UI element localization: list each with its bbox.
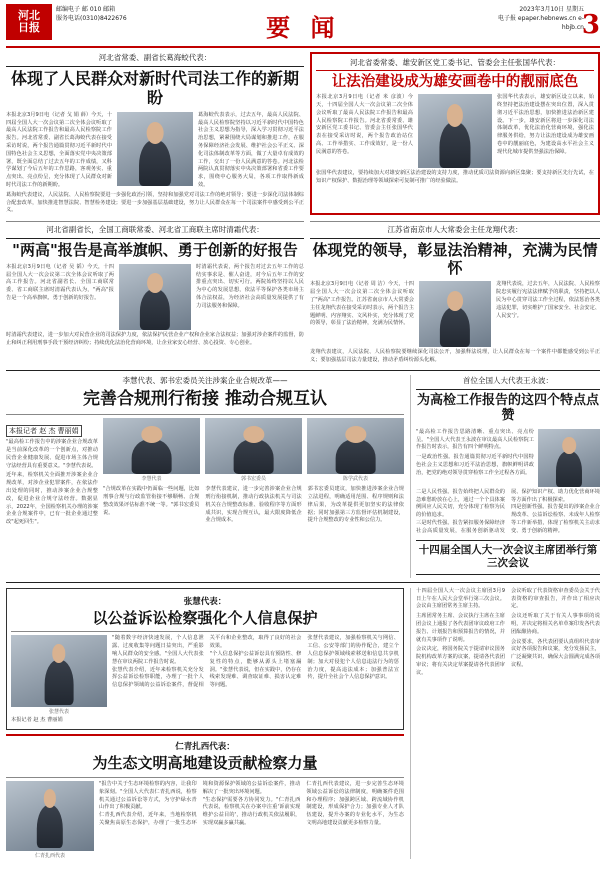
- article-lower-left: [6, 588, 404, 859]
- headline-sub-right: 体现党的领导，彰显法治精神，充满为民情怀: [312, 241, 598, 277]
- byline-lower-left: 本报记者 赵 杰 曹丽娟: [11, 717, 63, 724]
- lead-band-right: "最高检工作报告思路清晰、重点突出、亮点纷呈。"全国人大代表王永波在审议最高人民检察院工作报告时表示，报告有四个鲜明特点。: [416, 428, 534, 451]
- masthead-contact-line-1: 邮编电子 邮 010 邮箱: [56, 6, 116, 13]
- portrait-photo: [11, 635, 107, 707]
- second-section: [6, 219, 600, 365]
- lead-top-right: 本报北京3月9日电（记者 米 彦波）今天，十四届全国人大一次会议第二次全体会议听取了最高人民法院工作报告和最高人民检察院工作报告。河北省委常委、雄安新区党工委书记、管委会主任张国华代表在接受采访时说，两个报告政治站位高、工作举措实、工作成效好，是一份人民满意的答卷。: [316, 94, 413, 155]
- headline-sub-left: "两高"报告是高举旗帜、勇于创新的好报告: [12, 241, 298, 260]
- lower-section: [6, 588, 600, 859]
- lead-top-left: 本报北京3月9日电（记者 戈 娟 薛）今天，十四届全国人大一次会议第二次全体会议听取了最高人民法院工作报告和最高人民检察院工作报告。河北省常委、副省长葛海蛟代表在接受采访时说，两个报告通篇贯彻习近平新时代中国特色社会主义思想，全面落实党中央决策部署，既全面总结了过去五年的工作成绩，又科学谋划了今后五年的工作思路，客观务实、重点突出、亮点纷呈，充分体现了人民群众对新时代司法工作的新期盼。: [6, 111, 112, 188]
- portrait-photo: [117, 112, 193, 186]
- body4-lower-left: 张慧代表建议，加强检察机关与网信、工信、公安等部门的协作配合，建立个人信息保护领域线索移送和信息共享机制；加大对侵犯个人信息违法行为的惩治力度，提高违法成本；加强普法宣传，提升全社会个人信息保护意识。: [307, 635, 399, 681]
- body-band-right: 一是政治性强。报告通篇贯彻习近平新时代中国特色社会主义思想和习近平法治思想，旗帜鲜明讲政治，把党的绝对领导贯穿检察工作全过程各方面。: [416, 454, 534, 476]
- session-body-1: 十四届全国人大一次会议主席团3月9日上午在人民大会堂举行第三次会议。会议由主席团常务主席主持。: [416, 587, 505, 610]
- body3-lower-left: "个人信息保护公益诉讼具有预防性、修复性的特点，能够从源头上堵塞漏洞。"张慧代表说，但在实践中，仍存在线索发现难、调查取证难、损害认定难等问题。: [209, 651, 302, 689]
- article-sub-right: [310, 219, 600, 365]
- photo-caption: 李慧代表: [141, 476, 162, 483]
- body-sub-left: 时清霜代表说，两个报告对过去五年工作的总结实事求是、催人奋进，对今后五年工作的安排重点突出、切实可行。两院始终坚持以人民为中心的发展思想，依法平等保护各类市场主体合法权益，为经济社会高质量发展提供了有力司法服务和保障。: [196, 263, 304, 309]
- headline-band-left: 完善合规刑行衔接 推动合规互认: [83, 389, 327, 410]
- body2-sub-left: 时清霜代表建议，进一步加大对民营企业的司法保护力度，依法保护民营企业产权和企业家合法权益；加强对涉企案件的监督，防止和纠正利用刑事手段干预经济纠纷；持续优化法治化营商环境，让企业家安心经营、放心投资、专心创业。: [6, 331, 304, 346]
- body-top-left: 葛海蛟代表表示，过去五年，最高人民法院、最高人民检察院坚持以习近平新时代中国特色社会主义思想为指导，深入学习贯彻习近平法治思想，紧紧围绕大局谋划和推进工作，在服务保障经济社会发展、维护社会公平正义、深化司法体制改革等方面，做了大量卓有成效的工作，交出了一份人民满意的答卷。河北法检两院认真贯彻落实中央决策部署和省委工作要求，围绕中心服务大局，各项工作取得新成效。: [198, 111, 304, 188]
- masthead-contact: [56, 4, 127, 23]
- session-body-4: 会议听取了代表资格审查委员会关于代表资格的审查报告，并作出了相应决定。: [511, 587, 600, 610]
- body3-band-right: 三是时代性强。报告紧扣服务保障经济社会高质量发展，在服务创新驱动发展、保护知识产权、助力优化营商环境等方面作出了积极探索。: [416, 488, 600, 534]
- article-band-left: [6, 375, 404, 578]
- masthead-contact-line-2: 服务电话(0310)8422676: [56, 14, 127, 22]
- lead-sub-right: 本报北京3月9日电（记者 周 洁）今天，十四届全国人大一次会议第二次全体会议听取了"两高"工作报告。江苏省南京市人大常委会主任龙翔代表在接受采访时表示，两个报告主题鲜明、内容翔实、文风朴实，充分体现了党的领导，彰显了法治精神，充满为民情怀。: [310, 281, 414, 327]
- top-section: [6, 52, 600, 215]
- photo-caption: 陈学武代表: [342, 476, 368, 483]
- byline-tag: 本报记者 赵 杰 曹丽娟: [6, 425, 82, 437]
- portrait-photo: [103, 418, 200, 474]
- portrait-photo: [119, 264, 191, 330]
- body3-lower-left-2: "生态保护需要各方协同发力。"仁青扎西代表说，检察机关在办案中注重'诉前实现维护公益目的'，推动行政机关依法履职，实现双赢多赢共赢。: [202, 796, 301, 826]
- page-title: 要 闻: [266, 13, 341, 42]
- kicker-sub-right: 江苏省南京市人大常委会主任龙翔代表：: [387, 225, 523, 235]
- headline-lower-left: 以公益诉讼检察强化个人信息保护: [92, 608, 318, 627]
- lead-band-left: "最高检工作报告中的涉案企业合规改革是当前深化改革的一个创新点，对推动民营企业健康发展、促进市场主体合规守法经营具有重要意义。"李慧代表说。: [6, 439, 98, 469]
- website-line: 电子报 epaper.hebnews.cn e-hbjb.cn: [497, 15, 584, 31]
- body4-lower-left-2: 仁青扎西代表建议，进一步完善生态环境领域公益诉讼的法律制度，明确案件范围和办理程序；加强跨区域、跨流域协作机制建设，形成保护合力；加强专业人才队伍建设，提升办案的专业化水平，为生态文明高地建设贡献更多检察力量。: [306, 780, 404, 826]
- article-lower-right: [410, 588, 600, 859]
- article-band-right: [410, 375, 600, 578]
- masthead: [6, 4, 600, 48]
- masthead-meta: [480, 4, 600, 40]
- body2-lower-left: 张慧代表介绍，近年来检察机关充分发挥公益诉讼检察职能，办理了一批个人信息保护领域的公益诉讼案件，督促相关平台和企业整改，取得了良好的社会效果。: [112, 635, 302, 689]
- session-body-5: 会议还听取了关于有关人事事项的说明，并决定将相关名单草案印发各代表团酝酿协商。: [511, 613, 600, 635]
- body3-band-left: 李慧代表建议，进一步完善涉案企业合规刑行衔接机制，推动行政执法机关与司法机关在合规整改标准、验收程序等方面形成共识，实现合规互认，最大限度降低企业合规成本。: [205, 486, 302, 524]
- body-band-left: 近年来，检察机关全面推开涉案企业合规改革，对涉企业犯罪案件，在依法作出处理的同时，推动涉案企业合规整改，促进企业合规守法经营。数据显示，2022年，全国检察机关办理的涉案企业合规案件中，已有一批企业通过整改"起死回生"。: [6, 472, 98, 526]
- mid-band: [6, 370, 600, 583]
- portrait-photo: [6, 781, 94, 851]
- newspaper-logo: 河北 日报: [6, 4, 52, 40]
- session-body-2: 主席团常务主席、会议执行主席在主席团会议上通报了各代表团审议政府工作报告、计划报告和预算报告的情况，并就有关事项作了说明。: [416, 613, 505, 643]
- feature-box: [6, 588, 404, 730]
- body2-lower-left-2: 仁青扎西代表介绍，近年来，当地检察机关聚焦高原生态保护，办理了一批生态环境和资源保护领域的公益诉讼案件，推动解决了一批突出环境问题。: [99, 780, 301, 826]
- article-top-left: [6, 52, 304, 215]
- publish-date: 2023年3月10日 星期五: [519, 6, 584, 13]
- photo-caption: 郭书宏委员: [240, 476, 266, 483]
- page-number: 3: [581, 10, 600, 40]
- article-sub-left: [6, 219, 304, 365]
- kicker-band-right: 首位全国人大代表王永波：: [463, 376, 553, 386]
- kicker-top-left: 河北省常委、副省长葛海蛟代表：: [98, 53, 212, 62]
- body-top-right: 张国华代表表示，雄安新区设立以来，始终坚持把法治建设摆在突出位置，深入贯彻习近平法治思想，加快推进法治新区建设。下一步，雄安新区将进一步深化司法体制改革，优化法治化营商环境，强化法律服务供给，努力让法治建设成为雄安画卷中的靓丽底色，为建设高水平社会主义现代化城市提供坚强法治保障。: [497, 94, 594, 155]
- body2-top-left: 葛海蛟代表建议，人民法院、人民检察院要进一步强化政治引领，坚持和加强党对司法工作的绝对领导；要进一步深化司法体制综合配套改革，加快推进智慧法院、智慧检务建设；要进一步加强基层基础建设，努力让人民群众在每一个司法案件中感受到公平正义。: [6, 191, 304, 214]
- portrait-photo: [205, 418, 302, 474]
- session-body-6: 会议要求，各代表团要认真组织代表审议好各项报告和议案，充分发扬民主，广泛凝聚共识，确保大会圆满完成各项议程。: [511, 638, 600, 668]
- body2-top-right: 张国华代表建议，要持续加大对雄安新区法治建设的支持力度，推动优质司法资源向新区集聚；要支持新区先行先试，在知识产权保护、数据治理等领域探索可复制可推广的经验做法。: [316, 170, 594, 184]
- masthead-center: [127, 4, 480, 43]
- article-lower-left-2: [6, 740, 404, 859]
- body2-band-left: "合规改革在实践中仍面临一些问题，比如刑事合规与行政监管衔接不够顺畅、合规整改效果评估标准不统一等。"郭书宏委员说。: [103, 486, 200, 516]
- representative-name: 张慧代表：: [183, 596, 227, 607]
- portrait-photo: [418, 94, 492, 168]
- kicker-band-left: 李慧代表、郭书宏委员关注涉案企业合规改革——: [122, 376, 288, 386]
- headline-top-right: 让法治建设成为雄安画卷中的靓丽底色: [331, 73, 579, 90]
- headline-lower-left-2: 为生态文明高地建设贡献检察力量: [92, 754, 318, 773]
- session-body-3: 会议决定，将国务院关于提请审议国务院机构改革方案的议案，提请各代表团审议；将有关决定草案提请各代表团审议。: [416, 646, 505, 676]
- photo-caption: 张慧代表: [48, 709, 69, 716]
- body1-lower-left-2: "报告中关于生态环境检察的内容，让我印象深刻。"全国人大代表仁青扎西说，检察机关通过公益诉讼等方式，为守护绿水青山作出了积极贡献。: [99, 780, 197, 811]
- headline-top-left: 体现了人民群众对新时代司法工作的新期盼: [10, 69, 299, 107]
- body1-lower-left: "随着数字经济快速发展，个人信息泄露、过度收集等问题日益突出，严重影响人民群众的安全感。"全国人大代表张慧在审议两院工作报告时说。: [112, 635, 204, 665]
- body-sub-right: 龙翔代表说，过去五年，人民法院、人民检察院忠实履行宪法法律赋予的职责，坚持把以人民为中心贯穿司法工作全过程，依法惩治各类违法犯罪，切实维护了国家安全、社会安定、人民安宁。: [496, 281, 600, 319]
- article-top-right: [310, 52, 600, 215]
- photo-caption: 仁青扎西代表: [34, 852, 65, 859]
- representative-name-2: 仁青扎西代表：: [175, 742, 235, 753]
- kicker-sub-left: 河北省副省长，全国工商联常委、河北省工商联主席时清霜代表：: [46, 225, 264, 235]
- portrait-photo: [419, 281, 491, 347]
- headline-band-right: 为高检工作报告的这四个特点点赞: [416, 393, 599, 424]
- lead-sub-left: 本报北京3月9日电（记者 吴 韬）今天，十四届全国人大一次会议第二次全体会议听取了两高工作报告。河北省副省长、全国工商联常委、省工商联主席时清霜代表认为，"两高"报告是一个高举旗帜、勇于创新的好报告。: [6, 263, 114, 301]
- body4-band-left: 郭书宏委员建议，加快推进涉案企业合规立法进程，明确适用范围、程序规则和法律后果，为改革提供更加坚实的法律依据；同时加强第三方监督评估机制建设，提升合规整改的专业性和公信力。: [307, 486, 404, 524]
- body2-band-right: 二是人民性强。报告始终把人民群众的急难愁盼放在心上，通过一个个具体案例回应人民关切，充分体现了检察为民的价值追求。: [416, 488, 505, 519]
- portrait-photo: [307, 418, 404, 474]
- portrait-photo: [538, 429, 600, 487]
- body2-sub-right: 龙翔代表建议，人民法院、人民检察院要继续深化司法公开，加强释法说理，让人民群众在每一个案件中都能感受到公平正义；要加强基层司法力量建设，推动矛盾纠纷源头化解。: [310, 349, 600, 364]
- body4-band-right: 四是创新性强。报告提出的涉案企业合规改革、公益诉讼检察、未成年人检察等工作新举措，体现了检察机关主动求变、勇于创新的精神。: [511, 504, 600, 534]
- headline-session-news: 十四届全国人大一次会议主席团举行第三次会议: [418, 543, 598, 570]
- kicker-top-right: 河北省委常委、雄安新区党工委书记、管委会主任张国华代表：: [350, 58, 560, 67]
